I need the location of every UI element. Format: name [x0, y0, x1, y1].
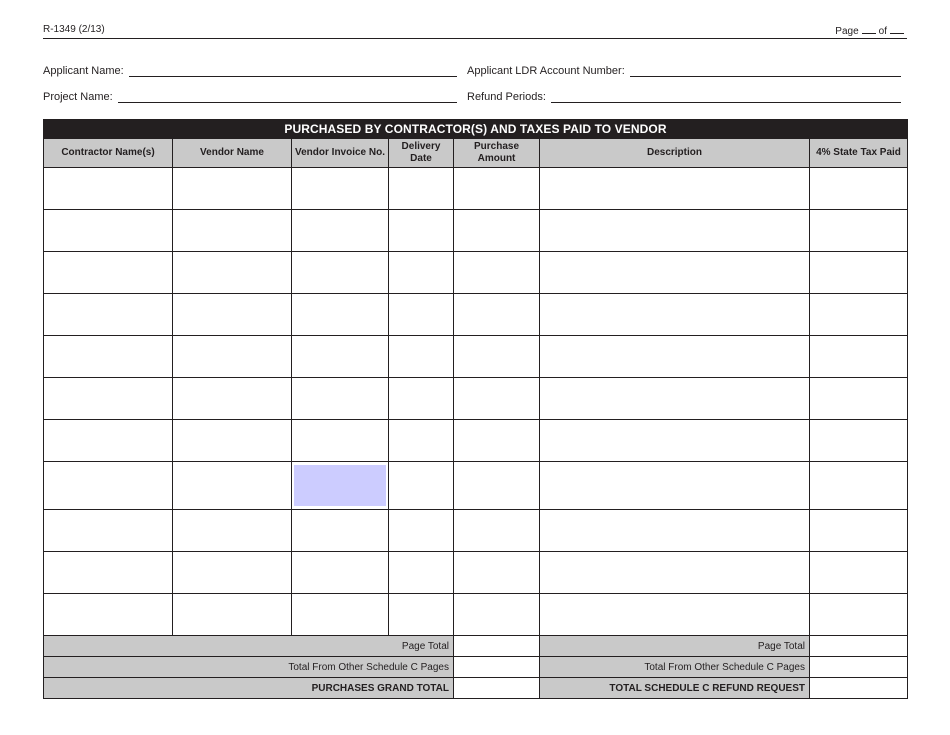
cell-description[interactable] [540, 510, 810, 552]
cell-purchase-amount[interactable] [454, 294, 540, 336]
cell-4-state-tax-paid[interactable] [810, 336, 908, 378]
col-header-state-tax-paid: 4% State Tax Paid [810, 139, 908, 168]
table-row [44, 510, 908, 552]
table-row [44, 336, 908, 378]
page-number-blank[interactable] [862, 24, 876, 34]
cell-contractor-name-s[interactable] [44, 294, 173, 336]
cell-delivery-date[interactable] [389, 462, 454, 510]
right-other-pages-total-label: Total From Other Schedule C Pages [540, 657, 810, 678]
cell-delivery-date[interactable] [389, 294, 454, 336]
cell-vendor-invoice-no[interactable] [292, 552, 389, 594]
cell-purchase-amount[interactable] [454, 420, 540, 462]
table-row [44, 168, 908, 210]
highlighted-field[interactable] [294, 465, 386, 506]
cell-vendor-invoice-no[interactable] [292, 294, 389, 336]
cell-vendor-invoice-no[interactable] [292, 510, 389, 552]
cell-delivery-date[interactable] [389, 168, 454, 210]
cell-contractor-name-s[interactable] [44, 462, 173, 510]
cell-contractor-name-s[interactable] [44, 420, 173, 462]
form-id: R-1349 (2/13) [43, 24, 105, 35]
of-label: of [878, 26, 887, 37]
cell-vendor-name[interactable] [173, 252, 292, 294]
cell-vendor-name[interactable] [173, 462, 292, 510]
cell-purchase-amount[interactable] [454, 378, 540, 420]
cell-vendor-name[interactable] [173, 336, 292, 378]
cell-vendor-invoice-no[interactable] [292, 336, 389, 378]
cell-vendor-name[interactable] [173, 168, 292, 210]
cell-purchase-amount[interactable] [454, 510, 540, 552]
cell-4-state-tax-paid[interactable] [810, 378, 908, 420]
col-header-contractor-name: Contractor Name(s) [44, 139, 173, 168]
cell-delivery-date[interactable] [389, 336, 454, 378]
cell-purchase-amount[interactable] [454, 210, 540, 252]
cell-4-state-tax-paid[interactable] [810, 168, 908, 210]
cell-4-state-tax-paid[interactable] [810, 552, 908, 594]
table-row [44, 420, 908, 462]
col-header-description: Description [540, 139, 810, 168]
col-header-vendor-invoice: Vendor Invoice No. [292, 139, 389, 168]
col-header-purchase-amount [454, 139, 540, 168]
left-other-pages-total-input[interactable] [454, 657, 540, 678]
ldr-account-field [467, 61, 901, 77]
cell-vendor-name[interactable] [173, 378, 292, 420]
schedule-c-table [43, 119, 908, 699]
refund-request-total-input[interactable] [810, 678, 908, 699]
cell-contractor-name-s[interactable] [44, 252, 173, 294]
applicant-name-input[interactable] [129, 64, 457, 77]
cell-4-state-tax-paid[interactable] [810, 420, 908, 462]
cell-description[interactable] [540, 294, 810, 336]
cell-vendor-name[interactable] [173, 210, 292, 252]
cell-purchase-amount[interactable] [454, 168, 540, 210]
cell-delivery-date[interactable] [389, 510, 454, 552]
cell-description[interactable] [540, 552, 810, 594]
cell-contractor-name-s[interactable] [44, 378, 173, 420]
cell-vendor-invoice-no[interactable] [292, 168, 389, 210]
cell-delivery-date[interactable] [389, 420, 454, 462]
cell-contractor-name-s[interactable] [44, 510, 173, 552]
page-of-indicator [835, 24, 907, 37]
cell-contractor-name-s[interactable] [44, 594, 173, 636]
cell-description[interactable] [540, 594, 810, 636]
cell-delivery-date[interactable] [389, 252, 454, 294]
delivery-date-label: Delivery Date [401, 141, 441, 164]
cell-purchase-amount[interactable] [454, 552, 540, 594]
cell-description[interactable] [540, 462, 810, 510]
cell-vendor-name[interactable] [173, 594, 292, 636]
applicant-name-label: Applicant Name: [43, 65, 124, 77]
cell-vendor-invoice-no[interactable] [292, 210, 389, 252]
right-other-pages-total-input[interactable] [810, 657, 908, 678]
form-header-rule [43, 22, 907, 39]
refund-request-total-label: TOTAL SCHEDULE C REFUND REQUEST [540, 678, 810, 699]
applicant-name-field [43, 61, 457, 77]
cell-vendor-invoice-no[interactable] [292, 420, 389, 462]
refund-periods-label: Refund Periods: [467, 91, 546, 103]
cell-contractor-name-s[interactable] [44, 168, 173, 210]
cell-vendor-name[interactable] [173, 552, 292, 594]
cell-vendor-name[interactable] [173, 510, 292, 552]
table-title: PURCHASED BY CONTRACTOR(S) AND TAXES PAID TO VENDOR [44, 120, 908, 139]
project-name-label: Project Name: [43, 91, 113, 103]
cell-description[interactable] [540, 420, 810, 462]
col-header-vendor-name: Vendor Name [173, 139, 292, 168]
left-page-total-label: Page Total [44, 636, 454, 657]
page-label: Page [835, 26, 859, 37]
cell-purchase-amount[interactable] [454, 252, 540, 294]
left-page-total-input[interactable] [454, 636, 540, 657]
purchases-grand-total-input[interactable] [454, 678, 540, 699]
right-page-total-label: Page Total [540, 636, 810, 657]
project-name-input[interactable] [118, 90, 457, 103]
refund-periods-input[interactable] [551, 90, 901, 103]
table-row [44, 252, 908, 294]
ldr-account-label: Applicant LDR Account Number: [467, 65, 625, 77]
cell-description[interactable] [540, 252, 810, 294]
col-header-delivery-date [389, 139, 454, 168]
cell-description[interactable] [540, 168, 810, 210]
cell-vendor-name[interactable] [173, 294, 292, 336]
cell-purchase-amount[interactable] [454, 336, 540, 378]
cell-contractor-name-s[interactable] [44, 336, 173, 378]
cell-4-state-tax-paid[interactable] [810, 510, 908, 552]
left-other-pages-total-label: Total From Other Schedule C Pages [44, 657, 454, 678]
cell-description[interactable] [540, 336, 810, 378]
cell-delivery-date[interactable] [389, 594, 454, 636]
cell-4-state-tax-paid[interactable] [810, 462, 908, 510]
project-name-field [43, 87, 457, 103]
cell-delivery-date[interactable] [389, 552, 454, 594]
cell-vendor-invoice-no[interactable] [292, 378, 389, 420]
cell-description[interactable] [540, 378, 810, 420]
cell-description[interactable] [540, 210, 810, 252]
cell-4-state-tax-paid[interactable] [810, 252, 908, 294]
table-row [44, 552, 908, 594]
cell-vendor-invoice-no[interactable] [292, 252, 389, 294]
cell-purchase-amount[interactable] [454, 462, 540, 510]
right-page-total-input[interactable] [810, 636, 908, 657]
cell-delivery-date[interactable] [389, 378, 454, 420]
purchase-amount-label: Purchase Amount [473, 141, 520, 164]
cell-4-state-tax-paid[interactable] [810, 294, 908, 336]
ldr-account-input[interactable] [630, 64, 901, 77]
cell-purchase-amount[interactable] [454, 594, 540, 636]
table-row [44, 462, 908, 510]
cell-4-state-tax-paid[interactable] [810, 594, 908, 636]
cell-vendor-invoice-no[interactable] [292, 462, 389, 510]
purchases-grand-total-label: PURCHASES GRAND TOTAL [44, 678, 454, 699]
cell-vendor-invoice-no[interactable] [292, 594, 389, 636]
cell-vendor-name[interactable] [173, 420, 292, 462]
cell-delivery-date[interactable] [389, 210, 454, 252]
table-row [44, 294, 908, 336]
cell-4-state-tax-paid[interactable] [810, 210, 908, 252]
table-row [44, 210, 908, 252]
refund-periods-field [467, 87, 901, 103]
table-row [44, 594, 908, 636]
cell-contractor-name-s[interactable] [44, 210, 173, 252]
page-count-blank[interactable] [890, 24, 904, 34]
table-row [44, 378, 908, 420]
cell-contractor-name-s[interactable] [44, 552, 173, 594]
